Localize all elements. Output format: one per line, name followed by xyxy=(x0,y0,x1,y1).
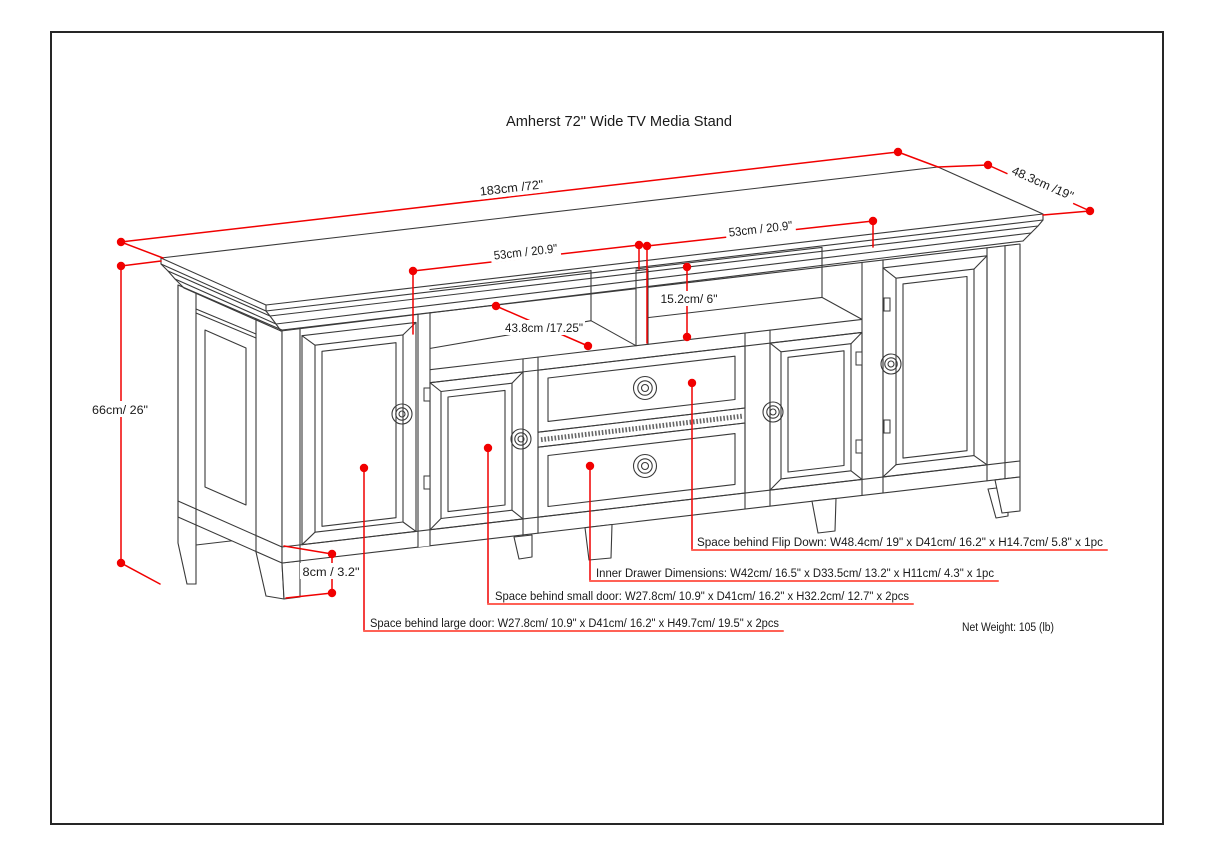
overall-height-label: 66cm/ 26" xyxy=(92,403,148,417)
inner-drawer-note-label: Inner Drawer Dimensions: W42cm/ 16.5" x D33.5cm/ 13.2" x H11cm/ 4.3" x 1pc xyxy=(596,566,994,580)
overall-depth-label: 48.3cm /19" xyxy=(1009,163,1075,203)
flip-down-note-label: Space behind Flip Down: W48.4cm/ 19" x D41cm/ 16.2" x H14.7cm/ 5.8" x 1pc xyxy=(697,535,1103,549)
left-opening-width-label: 53cm / 20.9" xyxy=(492,240,563,263)
overall-width-label: 183cm /72" xyxy=(478,177,542,199)
page-title: Amherst 72" Wide TV Media Stand xyxy=(506,113,732,130)
large-door-note-label: Space behind large door: W27.8cm/ 10.9" x D41cm/ 16.2" x H49.7cm/ 19.5" x 2pcs xyxy=(370,616,779,630)
stile-left xyxy=(418,313,430,547)
opening-depth-label: 43.8cm /17.25" xyxy=(505,321,583,335)
net-weight-label: Net Weight: 105 (lb) xyxy=(962,622,1055,634)
right-opening-width-label: 53cm / 20.9" xyxy=(727,217,798,240)
small-door-note-label: Space behind small door: W27.8cm/ 10.9" x D41cm/ 16.2" x H32.2cm/ 12.7" x 2pcs xyxy=(495,589,909,603)
floor-clearance-label: 8cm / 3.2" xyxy=(302,565,360,579)
opening-height-label: 15.2cm/ 6" xyxy=(660,292,718,306)
